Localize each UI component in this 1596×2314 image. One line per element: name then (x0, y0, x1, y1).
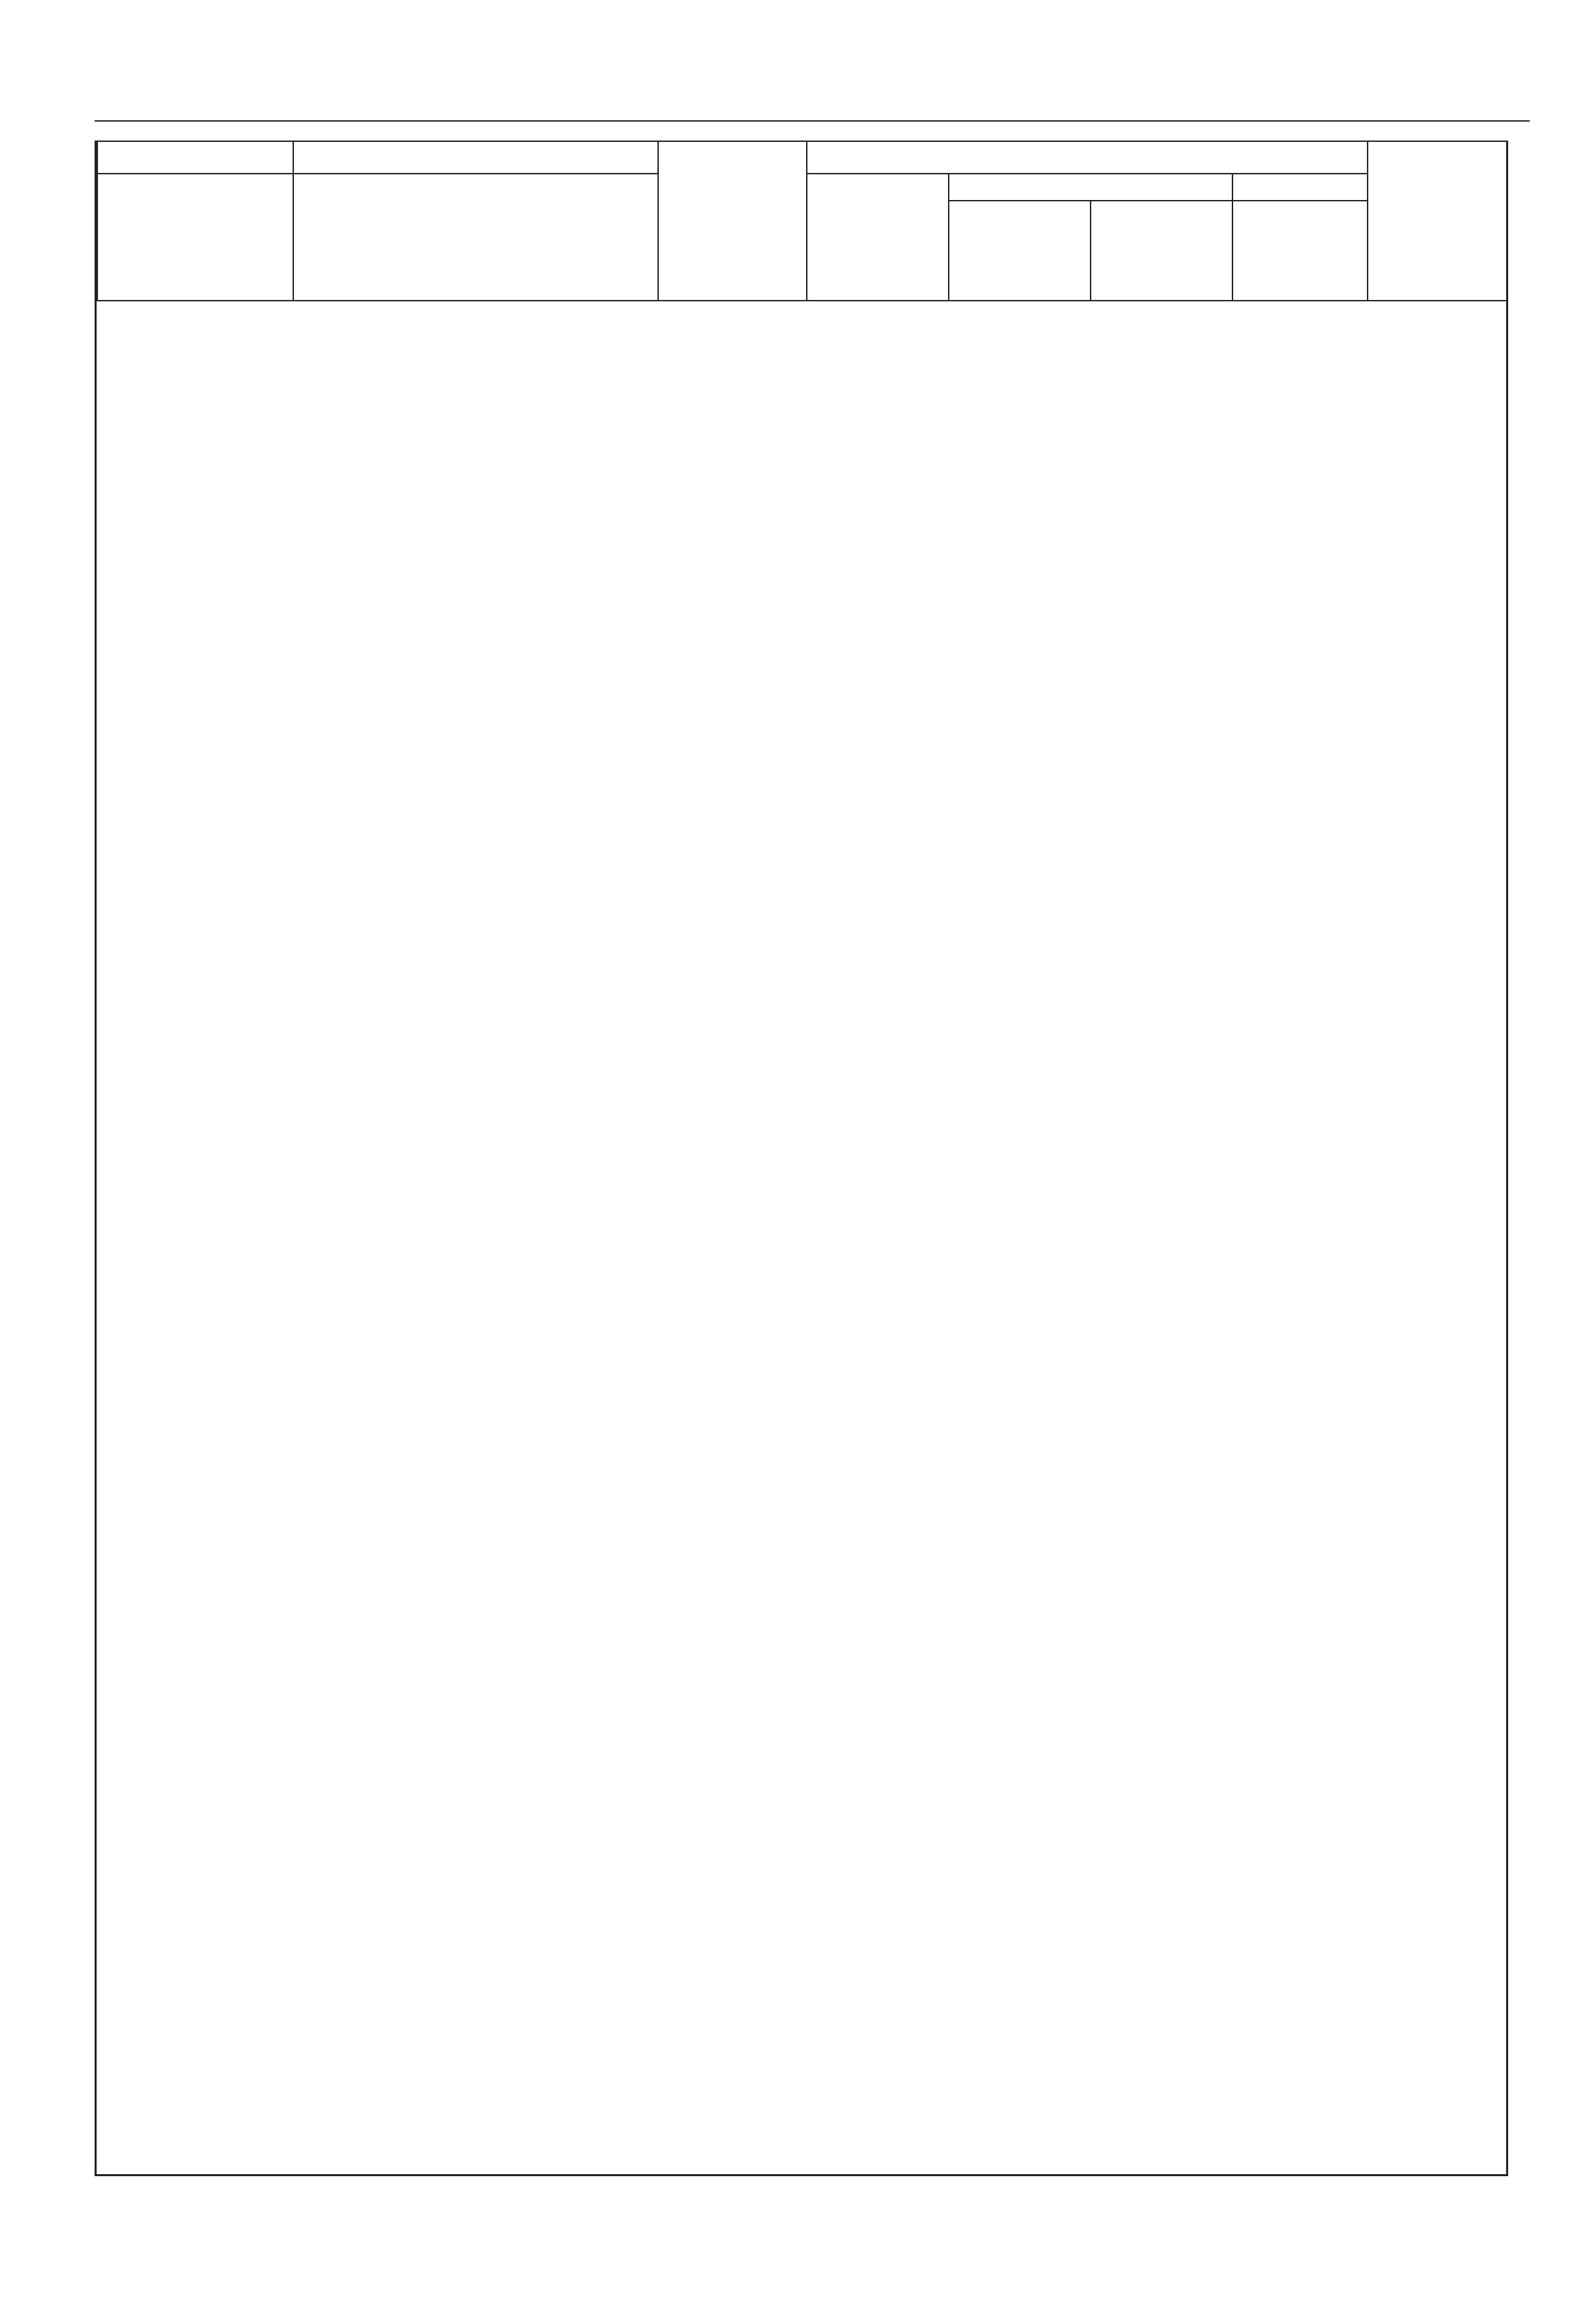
header-machines-labor (1091, 201, 1232, 301)
header-machines-total (949, 201, 1091, 301)
header-name-top (293, 141, 658, 174)
header-direct-costs (658, 141, 807, 301)
header-labor-hours (1368, 141, 1507, 301)
header-codes-top (97, 141, 293, 174)
column-header-table (97, 141, 1507, 301)
header-rule (95, 120, 1530, 122)
header-including (807, 141, 1368, 174)
header-machines (949, 174, 1232, 201)
header-materials (1232, 174, 1368, 201)
header-labor-pay (807, 174, 949, 301)
header-name-bottom (293, 174, 658, 301)
header-codes-bottom (97, 174, 293, 301)
header-materials-use (1232, 201, 1368, 301)
content-frame (95, 141, 1508, 2176)
